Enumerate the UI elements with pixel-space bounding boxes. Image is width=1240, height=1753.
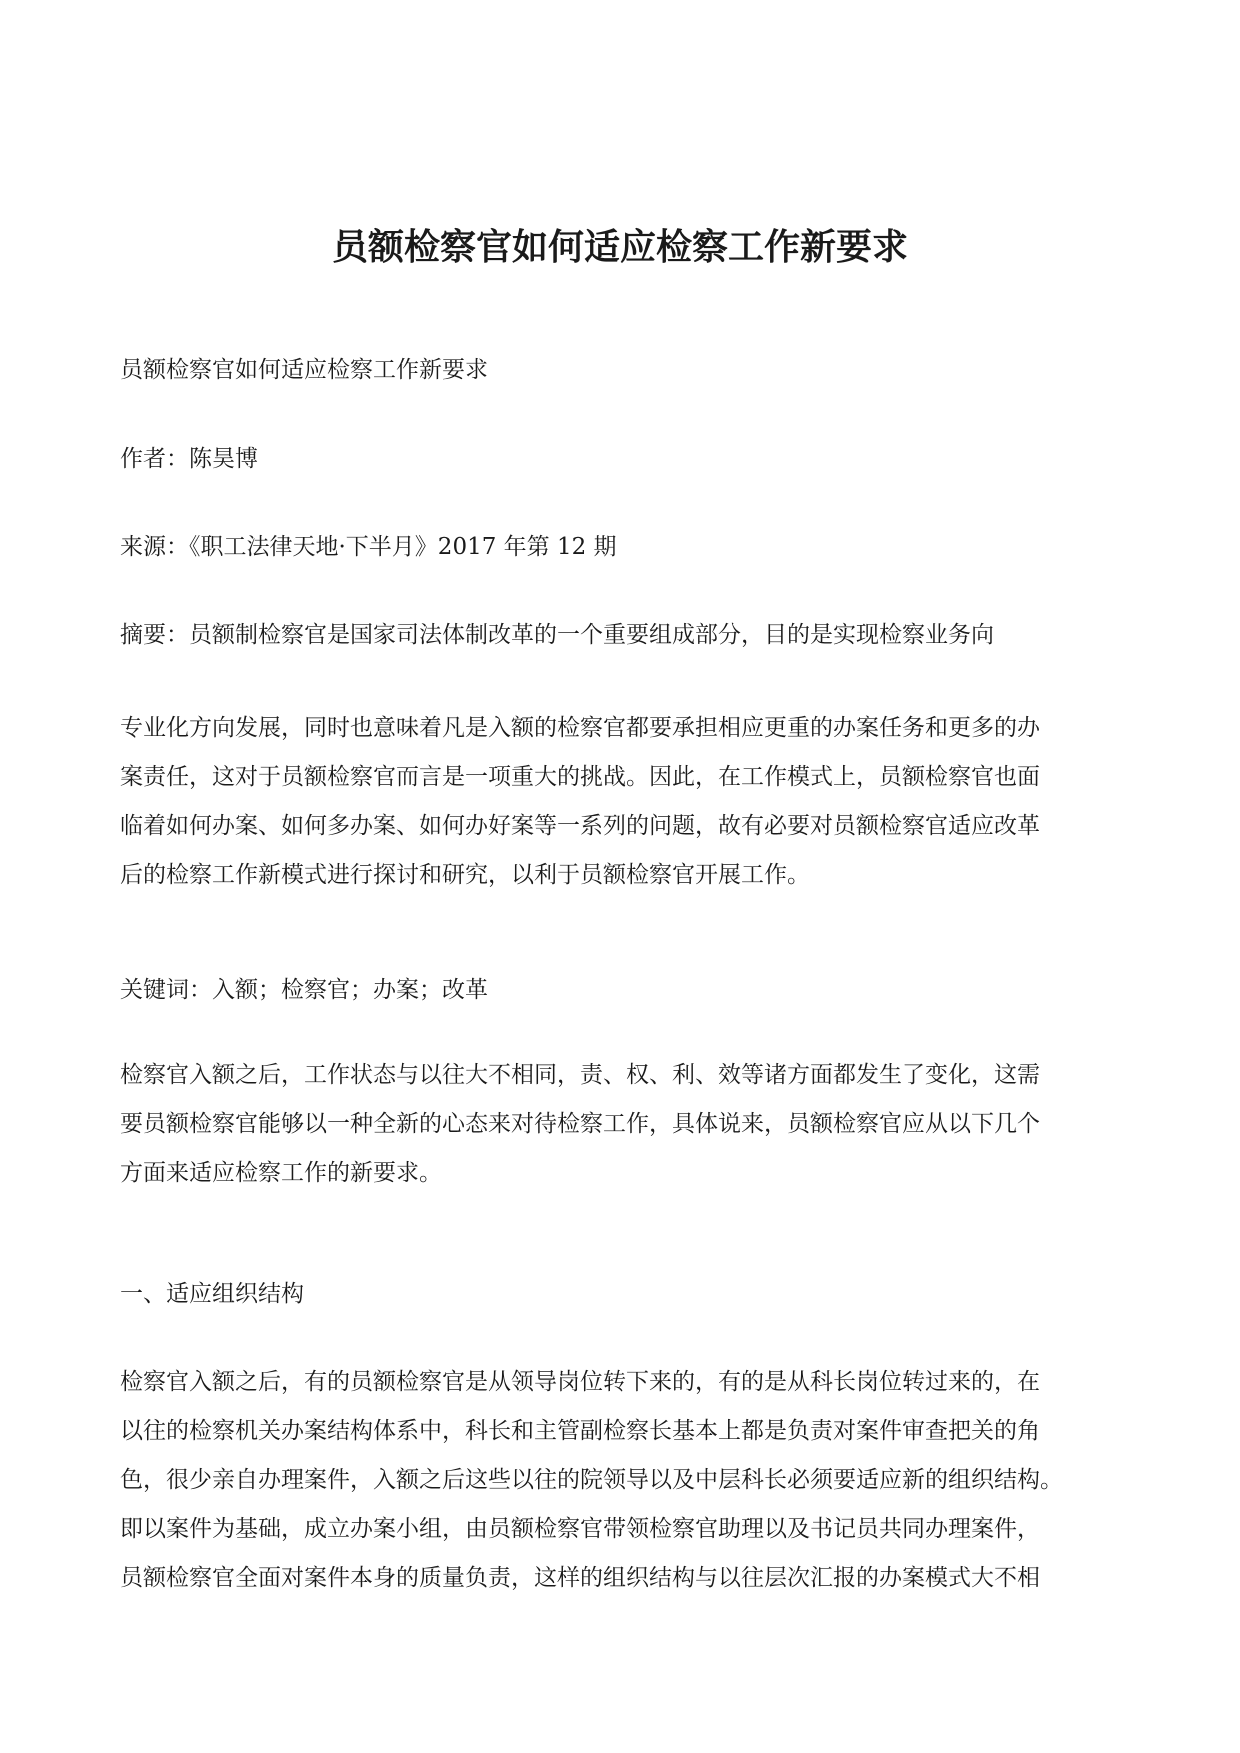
document-title: 员额检察官如何适应检察工作新要求 xyxy=(331,226,908,268)
abstract-line: 专业化方向发展，同时也意味着凡是入额的检察官都要承担相应更重的办案任务和更多的办 xyxy=(120,715,1040,741)
section1-line: 即以案件为基础，成立办案小组，由员额检察官带领检察官助理以及书记员共同办理案件， xyxy=(120,1516,1040,1542)
intro-line: 方面来适应检察工作的新要求。 xyxy=(120,1160,442,1186)
section1-line: 员额检察官全面对案件本身的质量负责，这样的组织结构与以往层次汇报的办案模式大不相 xyxy=(120,1565,1040,1591)
intro-line: 检察官入额之后，工作状态与以往大不相同，责、权、利、效等诸方面都发生了变化，这需 xyxy=(120,1062,1040,1088)
abstract-first-line: 摘要：员额制检察官是国家司法体制改革的一个重要组成部分，目的是实现检察业务向 xyxy=(120,622,994,648)
source-line: 来源：《职工法律天地·下半月》2017 年第 12 期 xyxy=(120,534,617,560)
section1-line: 色，很少亲自办理案件，入额之后这些以往的院领导以及中层科长必须要适应新的组织结构。 xyxy=(120,1467,1063,1493)
author-line: 作者：陈昊博 xyxy=(120,446,258,472)
article-subtitle: 员额检察官如何适应检察工作新要求 xyxy=(120,357,488,383)
abstract-paragraph xyxy=(120,704,1130,900)
abstract-line: 案责任，这对于员额检察官而言是一项重大的挑战。因此，在工作模式上，员额检察官也面 xyxy=(120,764,1040,790)
section-heading: 一、适应组织结构 xyxy=(120,1281,304,1307)
intro-line: 要员额检察官能够以一种全新的心态来对待检察工作，具体说来，员额检察官应从以下几个 xyxy=(120,1111,1040,1137)
intro-paragraph xyxy=(120,1051,1130,1198)
section1-paragraph xyxy=(120,1358,1130,1603)
keywords-line: 关键词：入额；检察官；办案；改革 xyxy=(120,977,488,1003)
abstract-line: 临着如何办案、如何多办案、如何办好案等一系列的问题，故有必要对员额检察官适应改革 xyxy=(120,813,1040,839)
section1-line: 检察官入额之后，有的员额检察官是从领导岗位转下来的，有的是从科长岗位转过来的，在 xyxy=(120,1369,1040,1395)
section1-line: 以往的检察机关办案结构体系中，科长和主管副检察长基本上都是负责对案件审查把关的角 xyxy=(120,1418,1040,1444)
abstract-line: 后的检察工作新模式进行探讨和研究，以利于员额检察官开展工作。 xyxy=(120,862,810,888)
